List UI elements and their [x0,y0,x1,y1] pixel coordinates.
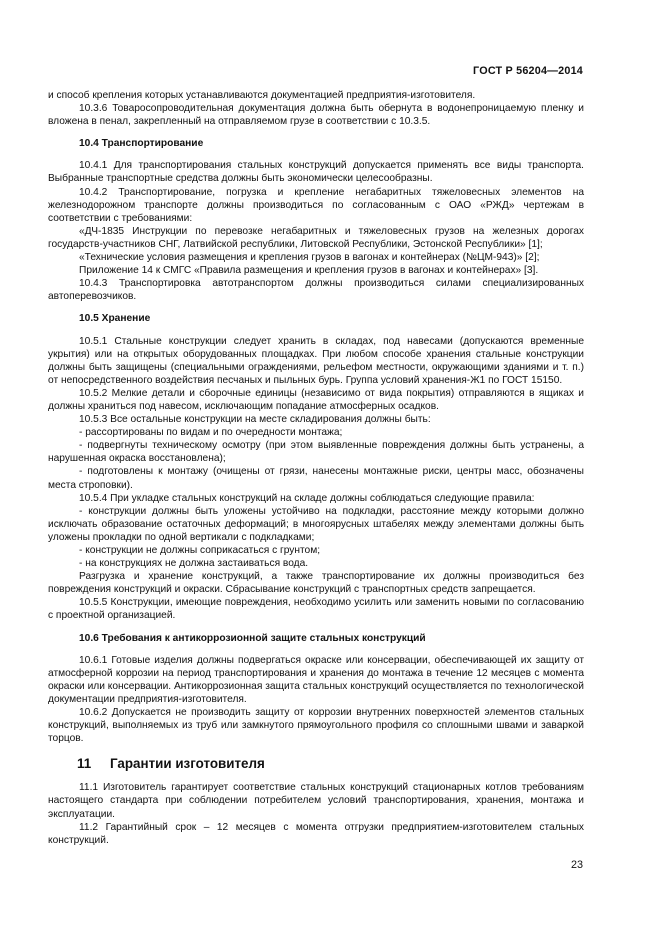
paragraph: 10.5.5 Конструкции, имеющие повреждения, необходимо усилить или заменить новыми по согласованию с проектной организацией. [48,597,584,622]
paragraph: - конструкции не должны соприкасаться с грунтом; [79,545,321,556]
paragraph: 11.2 Гарантийный срок – 12 месяцев с момента отгрузки предприятием-изготовителем стальных конструкций. [48,821,584,846]
paragraph: 10.3.6 Товаросопроводительная документация должна быть обернута в водонепроницаемую пленку и вложена в пенал, закрепленный на отправляемом грузе в соответствии с 10.3.5. [48,103,584,128]
paragraph: 10.5.3 Все остальные конструкции на месте складирования должны быть: [79,414,431,426]
paragraph: - на конструкциях не должна застаиваться вода. [79,558,309,570]
section-heading: 10.6 Требования к антикоррозионной защите стальных конструкций [79,632,426,644]
paragraph: 10.6.1 Готовые изделия должны подвергаться окраске или консервации, обеспечивающей их защиту от атмосферной коррозии на период транспортирования и хранения до монтажа в течение 12 месяцев с момента окраски или консервации. Антикоррозионная защита стальных конструкций осуществляется по технологической документации предприятия-изготовителя. [48,654,584,705]
paragraph: 10.6.2 Допускается не производить защиту от коррозии внутренних поверхностей элементов стальных конструкций, выполняемых из труб или замкнутого прямоугольного профиля со сплошными швами и заваркой торцов. [48,707,584,745]
page-number: 23 [570,859,583,871]
paragraph: 10.5.1 Стальные конструкции следует хранить в складах, под навесами (допускаются временные укрытия) или на открытых оборудованных площадках. При любом способе хранения стальные конструкции должны быть защищены (специальными ограждениями, рельефом местности, окружающими зданиями и т. п.) от непосредственного воздействия песчаных и пыльных бурь. Группа условий хранения-Ж1 по ГОСТ 15150. [48,335,584,386]
section-heading: 10.4 Транспортирование [79,138,204,150]
paragraph: 10.4.3 Транспортировка автотранспортом должны производиться силами специализированных автоперевозчиков. [48,278,584,303]
paragraph: и способ крепления которых устанавливаются документацией предприятия-изготовителя. [48,90,476,101]
paragraph: 10.4.1 Для транспортирования стальных конструкций допускается применять все виды транспорта. Выбранные транспортные средства должны быть экономически целесообразны. [48,160,584,185]
chapter-heading [77,755,584,772]
paragraph: - конструкции должны быть уложены устойчиво на подкладки, расстояние между которыми должно исключать образование остаточных деформаций; в многоярусных штабелях между элементами должны быть уложены прокладки по одной вертикали с подкладками; [48,505,584,543]
document-body [48,89,584,847]
paragraph: - подвергнуты техническому осмотру (при этом выявленные повреждения должны быть устранены, а нарушенная окраска восстановлена); [48,440,584,465]
chapter-title: Гарантии изготовителя [110,756,265,772]
paragraph: - рассортированы по видам и по очередности монтажа; [79,427,343,439]
standard-header: ГОСТ Р 56204—2014 [473,65,583,77]
chapter-number: 11 [77,756,92,772]
paragraph: 10.5.4 При укладке стальных конструкций на складе должны соблюдаться следующие правила: [79,492,535,504]
paragraph: «Технические условия размещения и крепления грузов в вагонах и контейнерах (№ЦМ-943)» [2]; [79,252,540,264]
paragraph: - подготовлены к монтажу (очищены от грязи, нанесены монтажные риски, центры масс, обозначены места строповки). [48,466,584,491]
paragraph: 10.4.2 Транспортирование, погрузка и крепление негабаритных тяжеловесных элементов на железнодорожном транспорте должны производиться по согласованным с ОАО «РЖД» чертежам в соответствии с требованиями: [48,186,584,224]
paragraph: 11.1 Изготовитель гарантирует соответствие стальных конструкций стационарных котлов требованиям настоящего стандарта при соблюдении потребителем условий транспортирования, хранения, монтажа и эксплуатации. [48,782,584,820]
paragraph: Разгрузка и хранение конструкций, а также транспортирование их должны производиться без повреждения конструкций и окраски. Сбрасывание конструкций с транспортных средств запрещается. [48,571,584,596]
paragraph: «ДЧ-1835 Инструкции по перевозке негабаритных и тяжеловесных грузов на железных дорогах государств-участников СНГ, Латвийской республики, Литовской Республики, Эстонской Республики» [1]; [48,225,584,250]
paragraph: Приложение 14 к СМГС «Правила размещения и крепления грузов в вагонах и контейнерах» [3]. [79,265,539,277]
paragraph: 10.5.2 Мелкие детали и сборочные единицы (независимо от вида покрытия) отправляются в ящиках и должны храниться под навесом, исключающим попадание атмосферных осадков. [48,387,584,412]
section-heading: 10.5 Хранение [79,313,151,325]
